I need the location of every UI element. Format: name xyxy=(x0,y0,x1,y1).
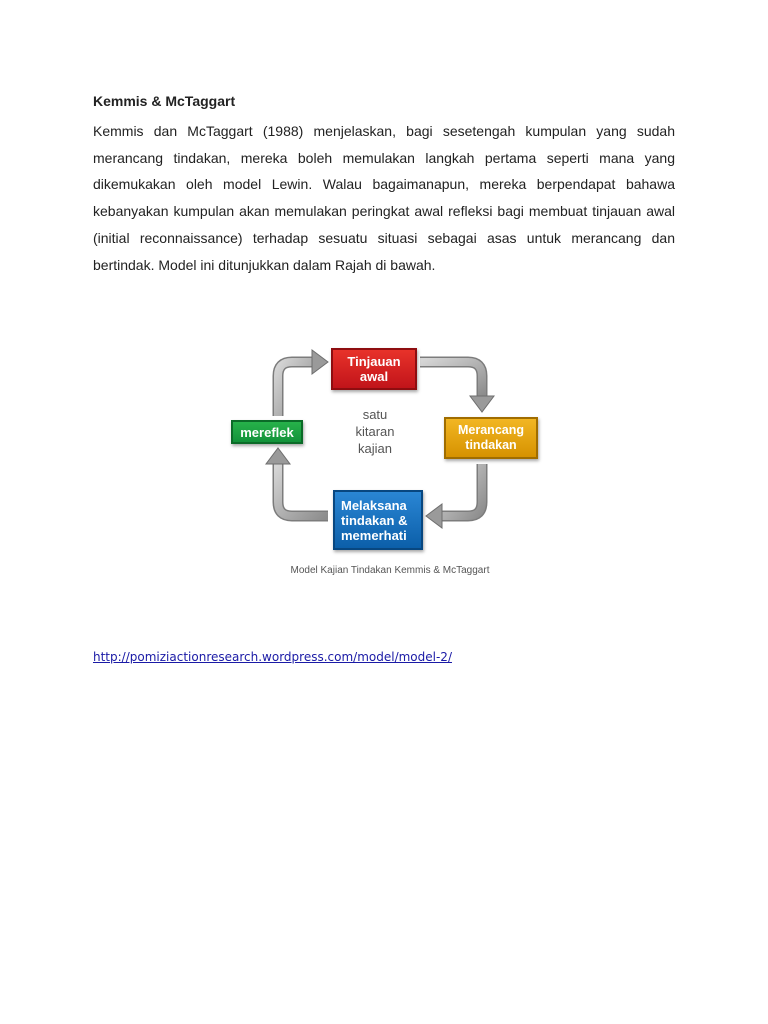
cycle-center-label xyxy=(340,406,410,457)
step-label-line: tindakan xyxy=(465,438,517,452)
arrow-tinjauan-to-merancang xyxy=(420,362,494,412)
arrow-merancang-to-melaksana xyxy=(426,464,482,528)
arrow-mereflek-to-tinjauan xyxy=(278,350,328,416)
step-tinjauan-awal xyxy=(331,348,417,390)
arrow-melaksana-to-mereflek xyxy=(266,448,328,516)
step-label-line: awal xyxy=(359,369,389,384)
center-line: kajian xyxy=(358,441,392,456)
step-label-line: memerhati xyxy=(341,527,407,543)
section-heading: Kemmis & McTaggart xyxy=(93,93,236,109)
body-paragraph: Kemmis dan McTaggart (1988) menjelaskan, bagi sesetengah kumpulan yang sudah merancang tindakan, mereka boleh memulakan langkah pertama seperti mana yang dikemukakan oleh model Lewin. Walau bagaimanapun, mereka berpendapat bahawa kebanyakan kumpulan akan memulakan peringkat awal refleksi bagi membuat tinjauan awal (initial reconnaissance) terhadap sesuatu situasi sebagai asas untuk merancang dan bertindak. Model ini ditunjukkan dalam Rajah di bawah. xyxy=(93,123,675,273)
action-research-cycle-diagram xyxy=(220,340,560,585)
step-melaksana-tindakan xyxy=(333,490,423,550)
step-label-line: tindakan & xyxy=(341,512,408,528)
step-label-line: Tinjauan xyxy=(347,354,401,369)
source-link[interactable]: http://pomiziactionresearch.wordpress.com/model/model-2/ xyxy=(93,650,452,664)
step-mereflek: mereflek xyxy=(231,420,303,444)
step-merancang-tindakan xyxy=(444,417,538,459)
center-line: satu xyxy=(362,407,388,422)
diagram-caption: Model Kajian Tindakan Kemmis & McTaggart xyxy=(290,565,490,576)
step-label-line: Melaksana xyxy=(341,497,407,513)
center-line: kitaran xyxy=(355,424,395,439)
step-label-line: Merancang xyxy=(458,423,524,437)
